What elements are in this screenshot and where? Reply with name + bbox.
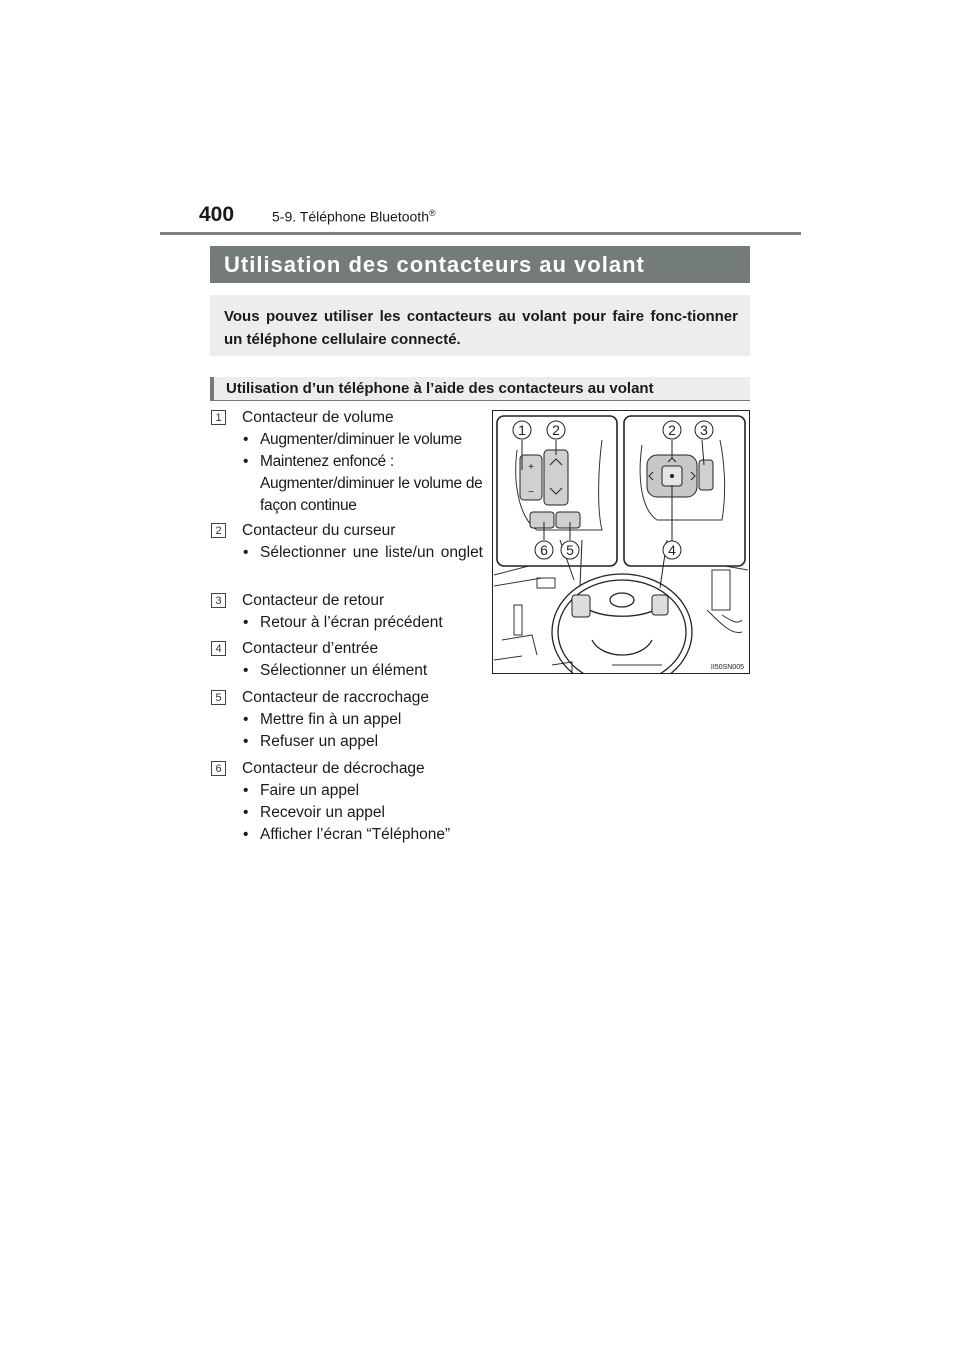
item-number: 6 (211, 761, 226, 776)
header-rule (160, 232, 801, 235)
item-title: Contacteur de retour (242, 592, 385, 609)
callout-2b: 2 (668, 422, 676, 438)
list-item-hang-up (211, 687, 483, 753)
svg-text:+: + (528, 462, 534, 473)
registered-mark: ® (428, 208, 436, 218)
bullet: • Afficher l’écran “Téléphone” (243, 826, 451, 843)
intro-box: Vous pouvez utiliser les contacteurs au volant pour faire fonc-tionner un téléphone cellulaire connecté. (210, 295, 750, 356)
item-number: 2 (211, 523, 226, 538)
svg-text:−: − (528, 487, 534, 498)
bullet: • Faire un appel (243, 782, 360, 799)
list-item-back (211, 590, 483, 634)
item-title: Contacteur de volume (242, 409, 394, 426)
bullet: • Retour à l’écran précédent (243, 614, 443, 631)
list-item-cursor (211, 520, 483, 564)
callout-4: 4 (668, 542, 676, 558)
bullet: • Mettre fin à un appel (243, 711, 402, 728)
item-title: Contacteur de décrochage (242, 760, 425, 777)
left-switch-inset (497, 416, 617, 585)
right-switch-inset (624, 416, 745, 588)
bullet: • Maintenez enfoncé : Augmenter/diminuer le volume de façon continue (243, 453, 483, 514)
list-item-pick-up (211, 758, 483, 846)
page-title: Utilisation des contacteurs au volant (210, 246, 750, 283)
callout-3: 3 (700, 422, 708, 438)
steering-wheel-illustration (492, 410, 750, 674)
item-number: 3 (211, 593, 226, 608)
bullet: • Augmenter/diminuer le volume (243, 431, 462, 448)
callout-1: 1 (518, 422, 526, 438)
section-reference: 5-9. Téléphone Bluetooth® (272, 208, 436, 225)
callout-5: 5 (566, 542, 574, 558)
item-number: 5 (211, 690, 226, 705)
page-number: 400 (199, 203, 235, 226)
bullet: • Refuser un appel (243, 733, 379, 750)
item-title: Contacteur de raccrochage (242, 689, 429, 706)
illustration-code: II50SN005 (710, 664, 744, 671)
bullet: • Sélectionner un élément (243, 662, 428, 679)
callout-2: 2 (552, 422, 560, 438)
item-title: Contacteur d’entrée (242, 640, 379, 657)
bullet: • Recevoir un appel (243, 804, 385, 821)
bullet: • Sélectionner une liste/un onglet (243, 544, 483, 561)
item-number: 1 (211, 410, 226, 425)
list-item-volume (211, 407, 483, 517)
item-title: Contacteur du curseur (242, 522, 396, 539)
item-number: 4 (211, 641, 226, 656)
callout-6: 6 (540, 542, 548, 558)
list-item-enter (211, 638, 483, 682)
section-subheader: Utilisation d’un téléphone à l’aide des contacteurs au volant (210, 377, 750, 401)
